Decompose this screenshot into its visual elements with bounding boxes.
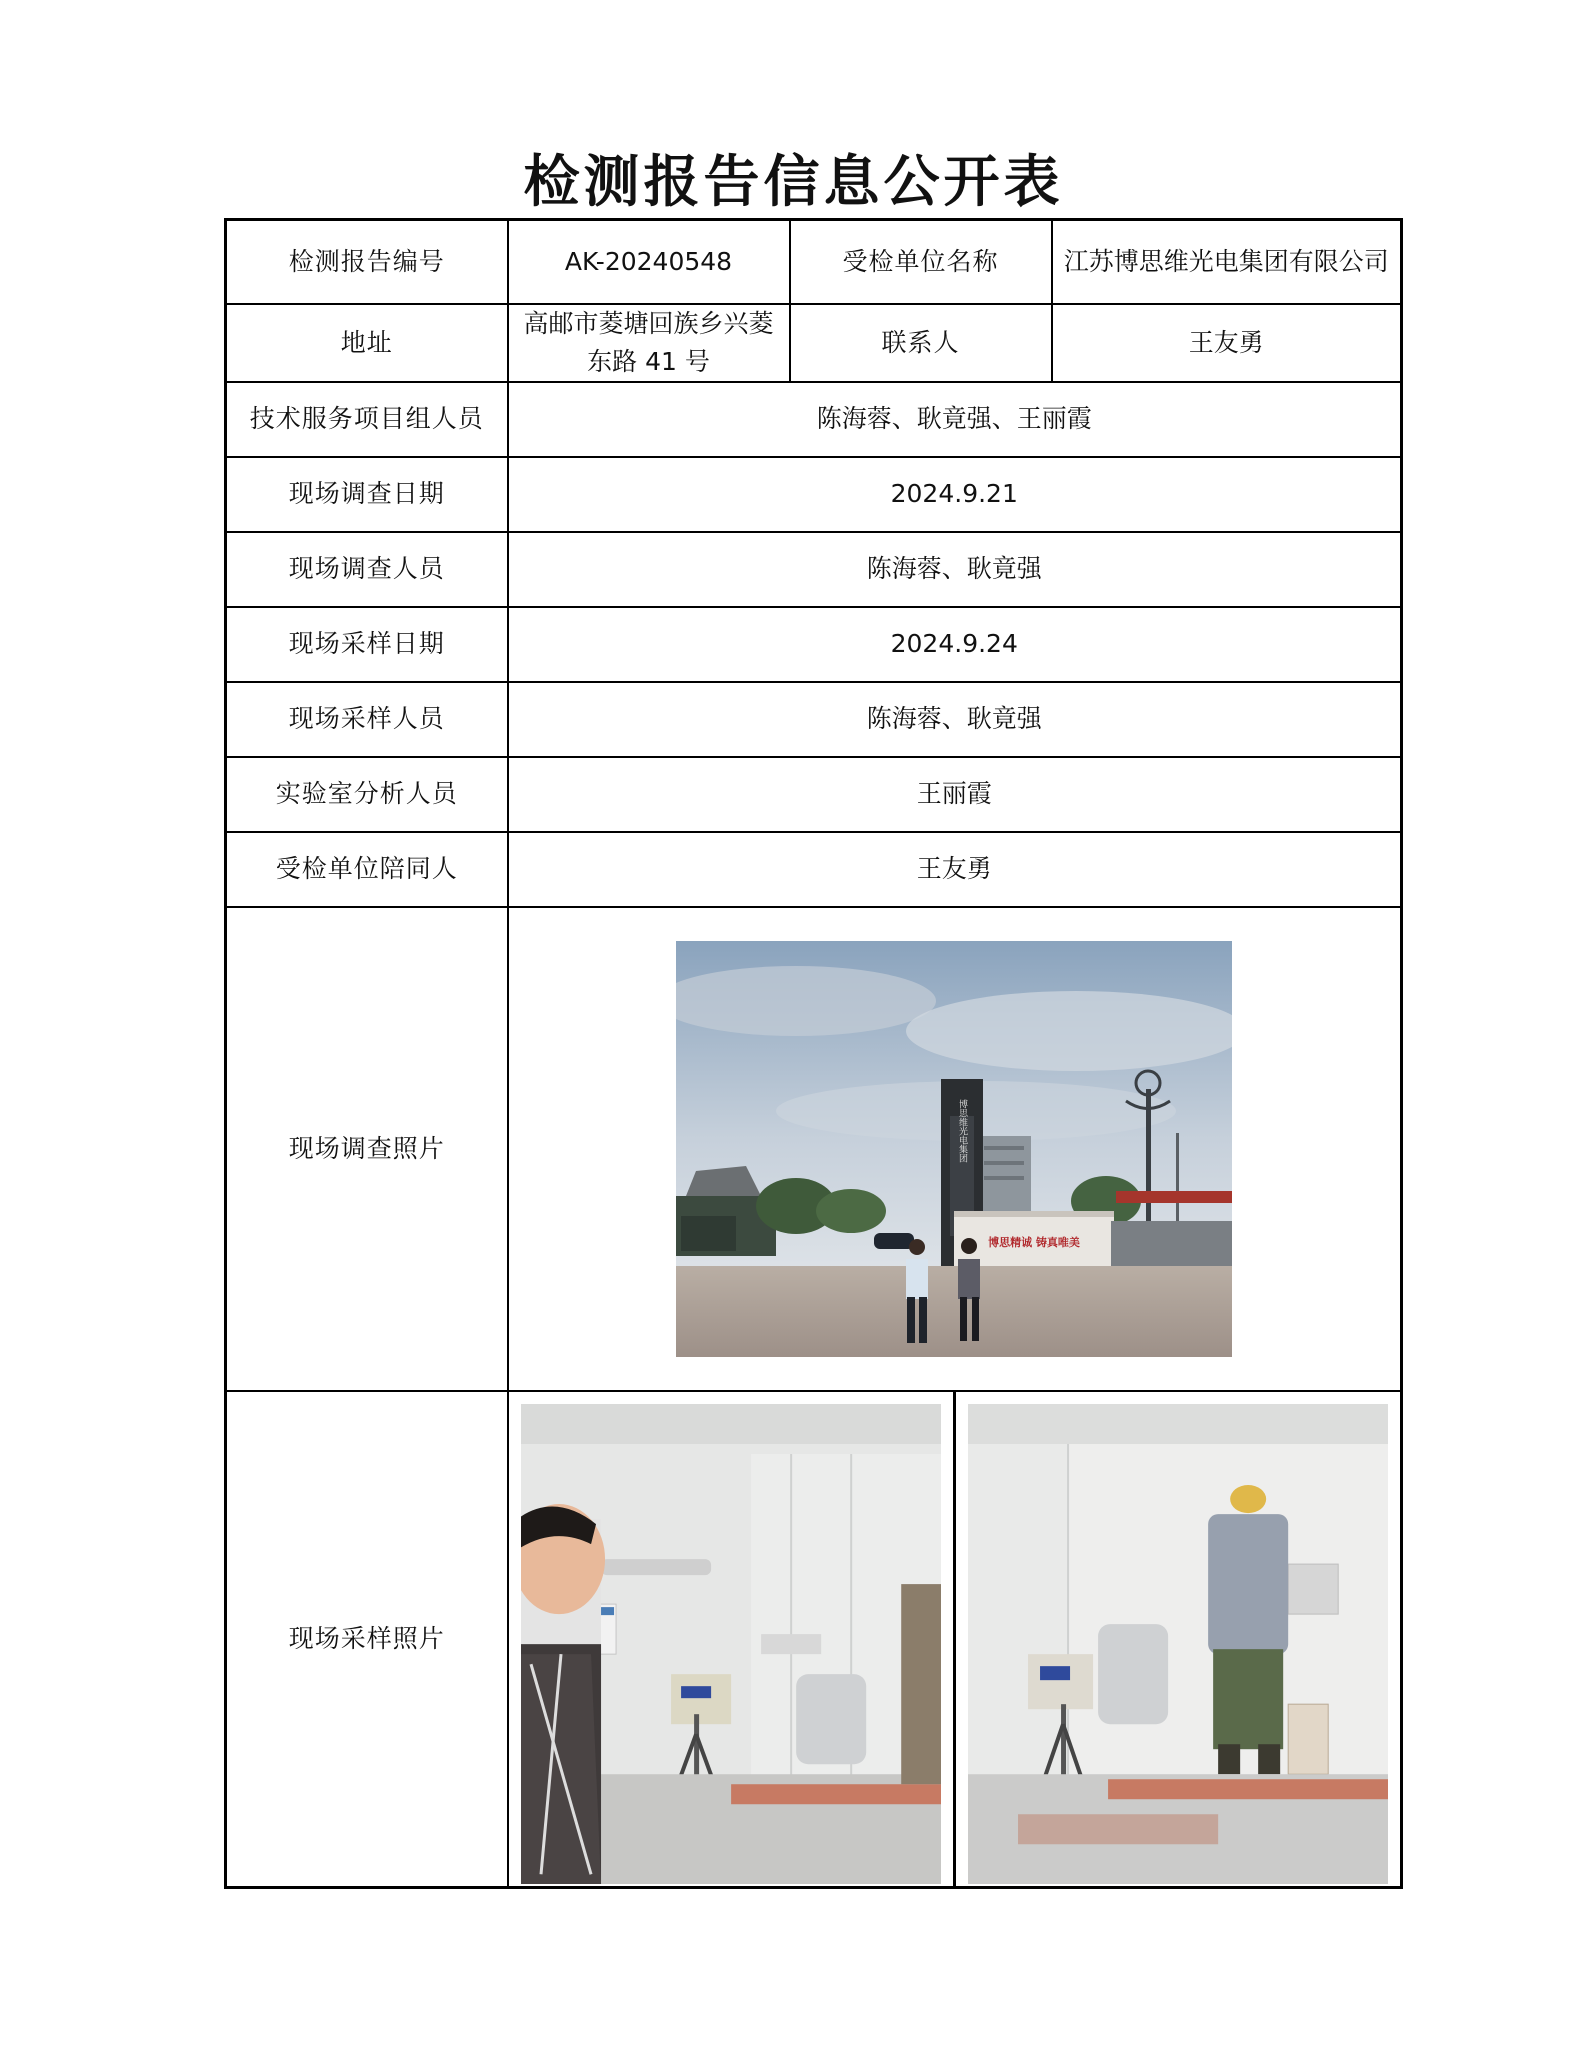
sampling-staff-label: 现场采样人员	[226, 682, 508, 757]
page-title: 检测报告信息公开表	[523, 150, 1064, 215]
survey-photo-label: 现场调查照片	[226, 907, 508, 1391]
wall-sign-text: 博思精诚 铸真唯美	[988, 1235, 1081, 1249]
escort-value: 王友勇	[508, 832, 1402, 907]
sampling-date-value: 2024.9.24	[508, 607, 1402, 682]
row-sampling-date	[226, 607, 1402, 682]
address-value: 高邮市菱塘回族乡兴菱东路 41 号	[508, 304, 790, 382]
row-sampling-photo	[226, 1391, 1402, 1888]
sampling-photo-label: 现场采样照片	[226, 1391, 508, 1888]
row-lab-staff	[226, 757, 1402, 832]
lab-staff-value: 王丽霞	[508, 757, 1402, 832]
survey-date-label: 现场调查日期	[226, 457, 508, 532]
survey-staff-label: 现场调查人员	[226, 532, 508, 607]
row-sampling-staff	[226, 682, 1402, 757]
sampling-date-label: 现场采样日期	[226, 607, 508, 682]
pillar-sign-text: 博思维光电集团	[957, 1099, 968, 1162]
survey-date-value: 2024.9.21	[508, 457, 1402, 532]
survey-photo-cell	[508, 907, 1402, 1391]
sampling-photo-1-frame	[509, 1392, 956, 1886]
unit-name-value: 江苏博思维光电集团有限公司	[1052, 220, 1402, 304]
contact-label: 联系人	[790, 304, 1052, 382]
row-escort	[226, 832, 1402, 907]
sampling-photo-cell	[508, 1391, 1402, 1888]
survey-staff-value: 陈海蓉、耿竟强	[508, 532, 1402, 607]
unit-name-label: 受检单位名称	[790, 220, 1052, 304]
team-value: 陈海蓉、耿竟强、王丽霞	[508, 382, 1402, 457]
lab-staff-label: 实验室分析人员	[226, 757, 508, 832]
report-no-value: AK-20240548	[508, 220, 790, 304]
report-no-label: 检测报告编号	[226, 220, 508, 304]
sampling-photo-1	[521, 1404, 941, 1884]
row-survey-photo	[226, 907, 1402, 1391]
row-team	[226, 382, 1402, 457]
team-label: 技术服务项目组人员	[226, 382, 508, 457]
escort-label: 受检单位陪同人	[226, 832, 508, 907]
sampling-photo-2	[968, 1404, 1388, 1884]
row-address	[226, 304, 1402, 382]
row-survey-date	[226, 457, 1402, 532]
sampling-staff-value: 陈海蓉、耿竟强	[508, 682, 1402, 757]
address-label: 地址	[226, 304, 508, 382]
sampling-photo-2-frame	[956, 1392, 1400, 1886]
survey-photo	[676, 941, 1232, 1357]
report-table	[224, 218, 1403, 1889]
contact-value: 王友勇	[1052, 304, 1402, 382]
row-report-no	[226, 220, 1402, 304]
row-survey-staff	[226, 532, 1402, 607]
